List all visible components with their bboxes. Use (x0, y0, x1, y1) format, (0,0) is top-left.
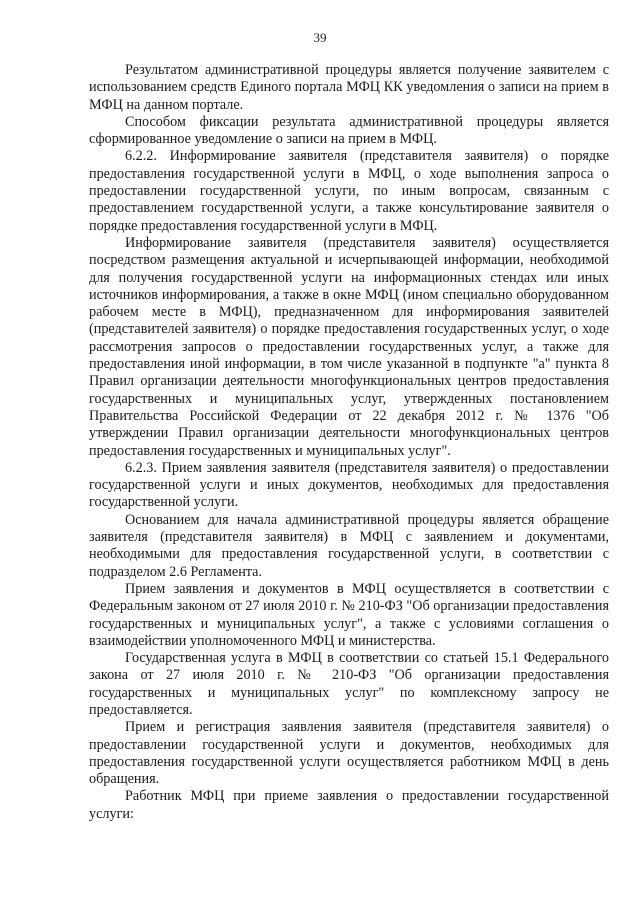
paragraph: Работник МФЦ при приеме заявления о предоставлении государственной услуги: (89, 788, 609, 822)
paragraph: 6.2.2. Информирование заявителя (представителя заявителя) о порядке предоставления государственной услуги в МФЦ, о ходе выполнения запроса о предоставлении государственной услуги, по иным вопросам, связанным с предоставлением государственной услуги, а также консультирование заявителя о порядке предоставления государственной услуги в МФЦ. (89, 148, 609, 234)
paragraph: Государственная услуга в МФЦ в соответствии со статьей 15.1 Федерального закона от 27 июля 2010 г. № 210-ФЗ "Об организации предоставления государственных и муниципальных услуг" по комплексному запросу не предоставляется. (89, 650, 609, 718)
document-body (89, 62, 609, 823)
paragraph: Результатом административной процедуры является получение заявителем с использованием средств Единого портала МФЦ КК уведомления о записи на прием в МФЦ на данном портале. (89, 62, 609, 113)
paragraph: Основанием для начала административной процедуры является обращение заявителя (представителя заявителя) в МФЦ с заявлением и документами, необходимыми для предоставления государственной услуги, в соответствии с подразделом 2.6 Регламента. (89, 511, 609, 580)
paragraph: 6.2.3. Прием заявления заявителя (представителя заявителя) о предоставлении государственной услуги и иных документов, необходимых для предоставления государственной услуги. (89, 459, 609, 511)
paragraph: Прием и регистрация заявления заявителя (представителя заявителя) о предоставлении государственной услуги и документов, необходимых для предоставления государственной услуги осуществляется работником МФЦ в день обращения. (89, 719, 609, 788)
page-number: 39 (313, 30, 327, 45)
paragraph: Способом фиксации результата административной процедуры является сформированное уведомление о записи на прием в МФЦ. (89, 113, 609, 148)
paragraph: Прием заявления и документов в МФЦ осуществляется в соответствии с Федеральным законом от 27 июля 2010 г. № 210-ФЗ "Об организации предоставления государственных и муниципальных услуг", а также с условиями соглашения о взаимодействии уполномоченного МФЦ и министерства. (89, 580, 609, 649)
paragraph: Информирование заявителя (представителя заявителя) осуществляется посредством размещения актуальной и исчерпывающей информации, необходимой для получения государственной услуги на информационных стендах или иных источников информирования, а также в окне МФЦ (ином специально оборудованном рабочем месте в МФЦ), предназначенном для информирования заявителей (представителей заявителя) о порядке предоставления государственных услуг, о ходе рассмотрения запросов о предоставлении государственных услуг, а также для предоставления иной информации, в том числе указанной в подпункте "а" пункта 8 Правил организации деятельности многофункциональных центров предоставления государственных и муниципальных услуг, утвержденных постановлением Правительства Российской Федерации от 22 декабря 2012 г. № 1376 "Об утверждении Правил организации деятельности многофункциональных центров предоставления государственных и муниципальных услуг". (89, 234, 609, 459)
